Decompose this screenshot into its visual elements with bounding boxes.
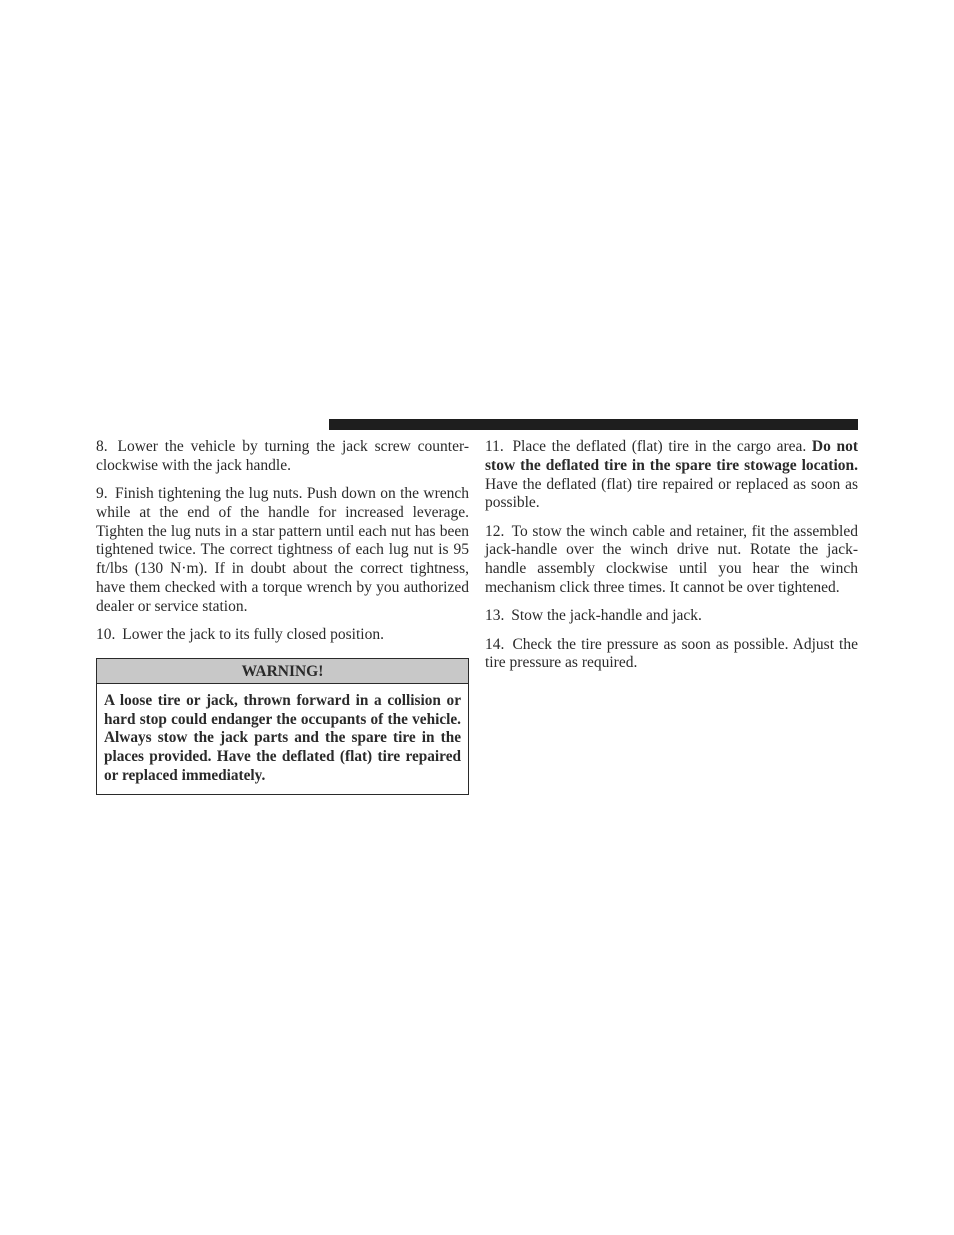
step-emphasis: Do not stow the deflated tire in the spare tire stowage location.	[485, 438, 859, 474]
section-header-bar	[329, 419, 858, 430]
step-number: 8.	[96, 438, 108, 455]
step-text: Finish tightening the lug nuts. Push down on the wrench while at the end of the handle for increased leverage. Tighten the lug nuts in a star pattern until each nut has been tightened twice. The correct tightness of each lug nut is 95 ft/lbs (130 N·m). If in doubt about the correct tightness, have them checked with a torque wrench by you authorized dealer or service station.	[96, 485, 469, 615]
step-number: 11.	[485, 438, 504, 455]
step-10	[96, 626, 469, 645]
step-text: Lower the jack to its fully closed position.	[122, 626, 384, 644]
step-13	[485, 607, 858, 626]
step-number: 12.	[485, 522, 505, 540]
step-number: 10.	[96, 626, 116, 644]
step-text: To stow the winch cable and retainer, fit the assembled jack-handle over the winch drive nut. Rotate the jack-handle assembly clockwise until you hear the winch mechanism click three times. It cannot be over tightened.	[485, 522, 858, 597]
warning-box	[96, 658, 469, 796]
step-number: 13.	[485, 607, 505, 625]
step-text: Check the tire pressure as soon as possible. Adjust the tire pressure as required.	[485, 635, 858, 672]
step-text: Lower the vehicle by turning the jack screw counter-clockwise with the jack handle.	[96, 438, 469, 474]
step-text: Place the deflated (flat) tire in the cargo area.	[512, 438, 807, 455]
left-column	[96, 438, 469, 795]
step-8	[96, 438, 469, 476]
step-14	[485, 636, 858, 674]
step-text-after: Have the deflated (flat) tire repaired or replaced as soon as possible.	[485, 475, 858, 512]
step-9	[96, 485, 469, 617]
warning-text: A loose tire or jack, thrown forward in a collision or hard stop could endanger the occupants of the vehicle. Always stow the jack parts and the spare tire in the places provided. Have the deflated (flat) tire repaired or replaced immediately.	[104, 691, 461, 784]
step-number: 9.	[96, 485, 108, 503]
right-column	[485, 438, 858, 683]
step-12	[485, 523, 858, 598]
step-11	[485, 438, 858, 513]
warning-title: WARNING!	[97, 659, 468, 684]
step-number: 14.	[485, 635, 505, 653]
step-text: Stow the jack-handle and jack.	[511, 607, 702, 625]
